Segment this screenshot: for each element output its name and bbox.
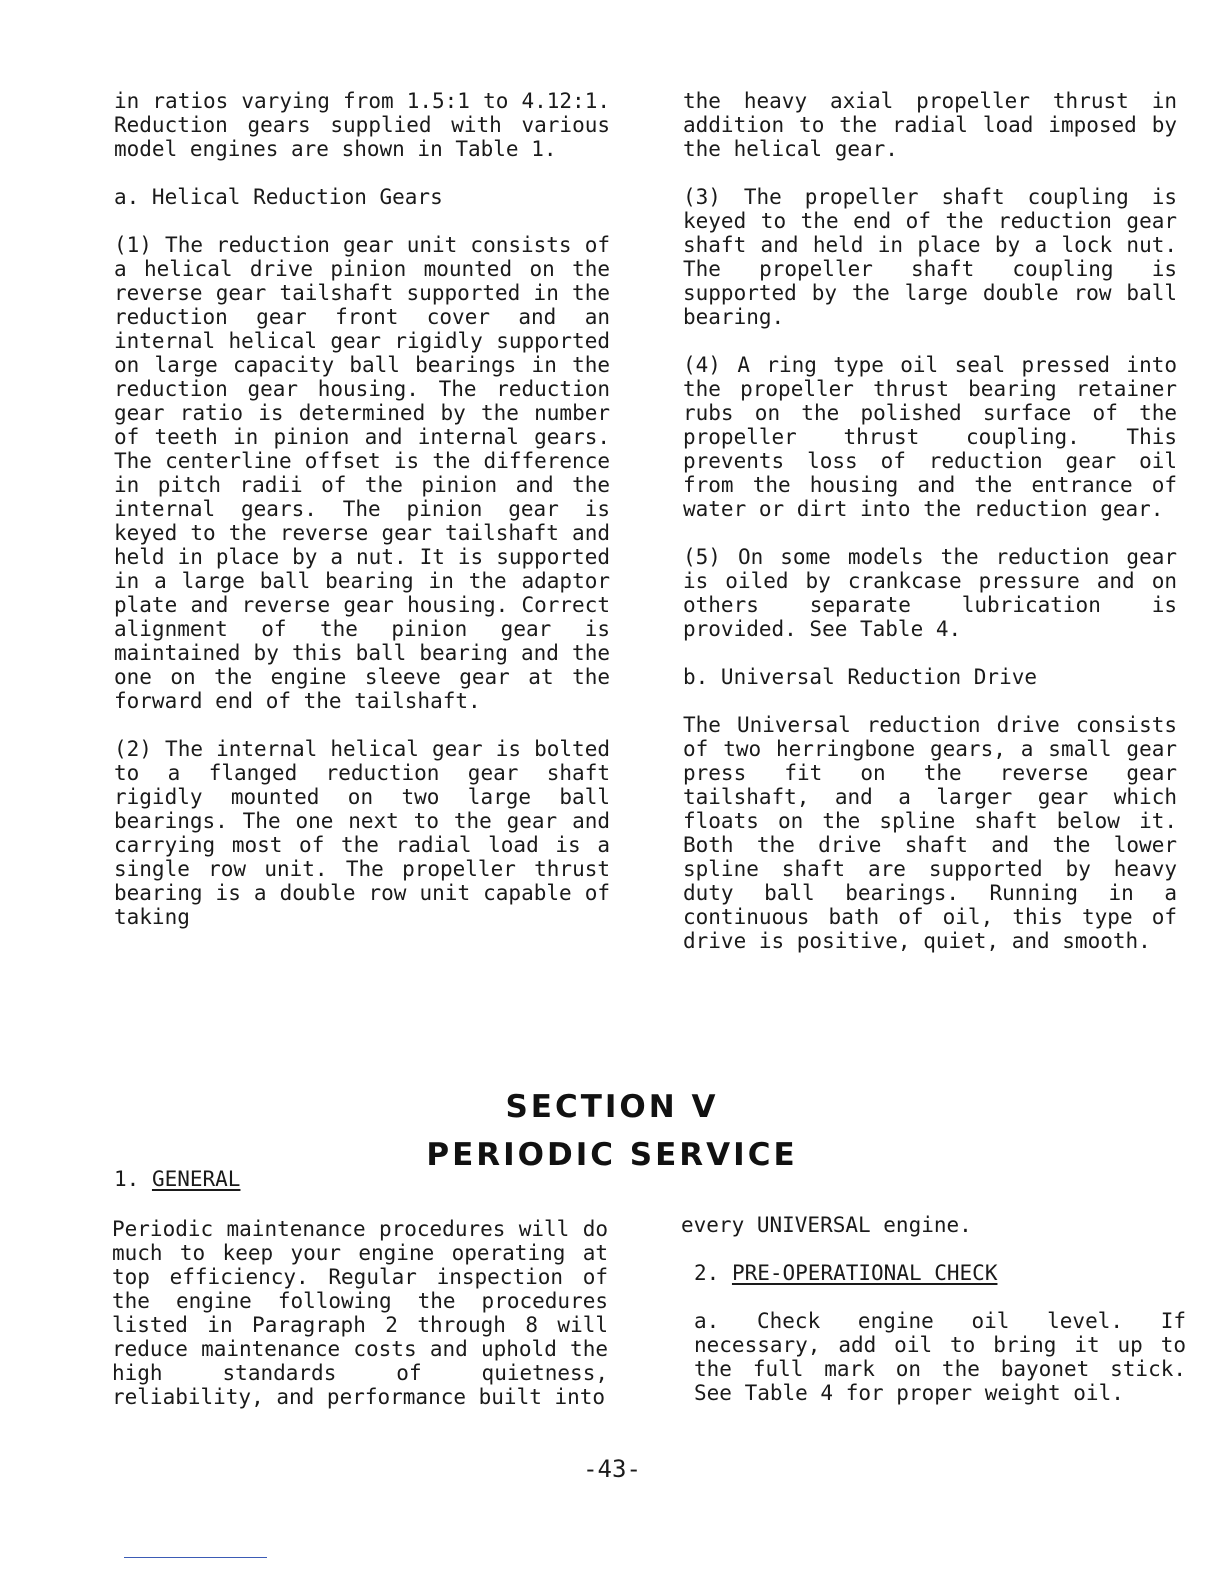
right-column-top (683, 89, 1177, 953)
general-paragraph: Periodic maintenance procedures will do much to keep your engine operating at top efficiency. Regular inspection of the engine following the procedures listed in Paragraph 2 through 8 will reduce maintenance costs and uphold the high standards of quietness, reliability, and performance built into (112, 1217, 608, 1409)
paragraph-2: (2) The internal helical gear is bolted to a flanged reduction gear shaft rigidly mounted on two large ball bearings. The one next to the gear and carrying most of the radial load is a single row unit. The propeller thrust bearing is a double row unit capable of taking (114, 737, 610, 929)
left-column-top (114, 89, 610, 929)
footnote-rule (124, 1557, 267, 1558)
right-column-bottom (681, 1213, 1186, 1405)
continued-general-paragraph: every UNIVERSAL engine. (681, 1213, 972, 1237)
page-number: -43- (583, 1455, 641, 1483)
heading-universal-reduction-drive: b. Universal Reduction Drive (683, 665, 1038, 689)
section-name-title: PERIODIC SERVICE (426, 1137, 798, 1173)
left-column-bottom (112, 1217, 608, 1409)
pre-operational-heading (681, 1261, 1186, 1285)
intro-paragraph: in ratios varying from 1.5:1 to 4.12:1. Reduction gears supplied with various model engines are shown in Table 1. (114, 89, 610, 161)
paragraph-1: (1) The reduction gear unit consists of a helical drive pinion mounted on the reverse gear tailshaft supported in the reduction gear front cover and an internal helical gear rigidly supported on large capacity ball bearings in the reduction gear housing. The reduction gear ratio is determined by the number of teeth in pinion and internal gears. The centerline offset is the difference in pitch radii of the pinion and the internal gears. The pinion gear is keyed to the reverse gear tailshaft and held in place by a nut. It is supported in a large ball bearing in the adaptor plate and reverse gear housing. Correct alignment of the pinion gear is maintained by this ball bearing and the one on the engine sleeve gear at the forward end of the tailshaft. (114, 233, 610, 713)
paragraph-6: The Universal reduction drive consists of two herringbone gears, a small gear press fit on the reverse gear tailshaft, and a larger gear which floats on the spline shaft below it. Both the drive shaft and the lower spline shaft are supported by heavy duty ball bearings. Running in a continuous bath of oil, this type of drive is positive, quiet, and smooth. (683, 713, 1177, 953)
paragraph-4: (4) A ring type oil seal pressed into the propeller thrust bearing retainer rubs on the polished surface of the propeller thrust coupling. This prevents loss of reduction gear oil from the housing and the entrance of water or dirt into the reduction gear. (683, 353, 1177, 521)
general-heading-number: 1. (114, 1167, 140, 1191)
general-heading-title: GENERAL (151, 1167, 241, 1191)
paragraph-check-oil: a. Check engine oil level. If necessary, add oil to bring it up to the full mark on the bayonet stick. See Table 4 for proper weight oil. (694, 1309, 1186, 1405)
general-heading (114, 1167, 240, 1191)
pre-operational-heading-number: 2. (694, 1261, 720, 1285)
continued-paragraph: the heavy axial propeller thrust in addition to the radial load imposed by the helical gear. (683, 89, 1177, 161)
section-number-title: SECTION V (505, 1089, 719, 1125)
paragraph-3: (3) The propeller shaft coupling is keyed to the end of the reduction gear shaft and held in place by a lock nut. The propeller shaft coupling is supported by the large double row ball bearing. (683, 185, 1177, 329)
paragraph-5: (5) On some models the reduction gear is oiled by crankcase pressure and on others separate lubrication is provided. See Table 4. (683, 545, 1177, 641)
pre-operational-heading-title: PRE-OPERATIONAL CHECK (731, 1261, 998, 1285)
heading-helical-reduction-gears: a. Helical Reduction Gears (114, 185, 443, 209)
